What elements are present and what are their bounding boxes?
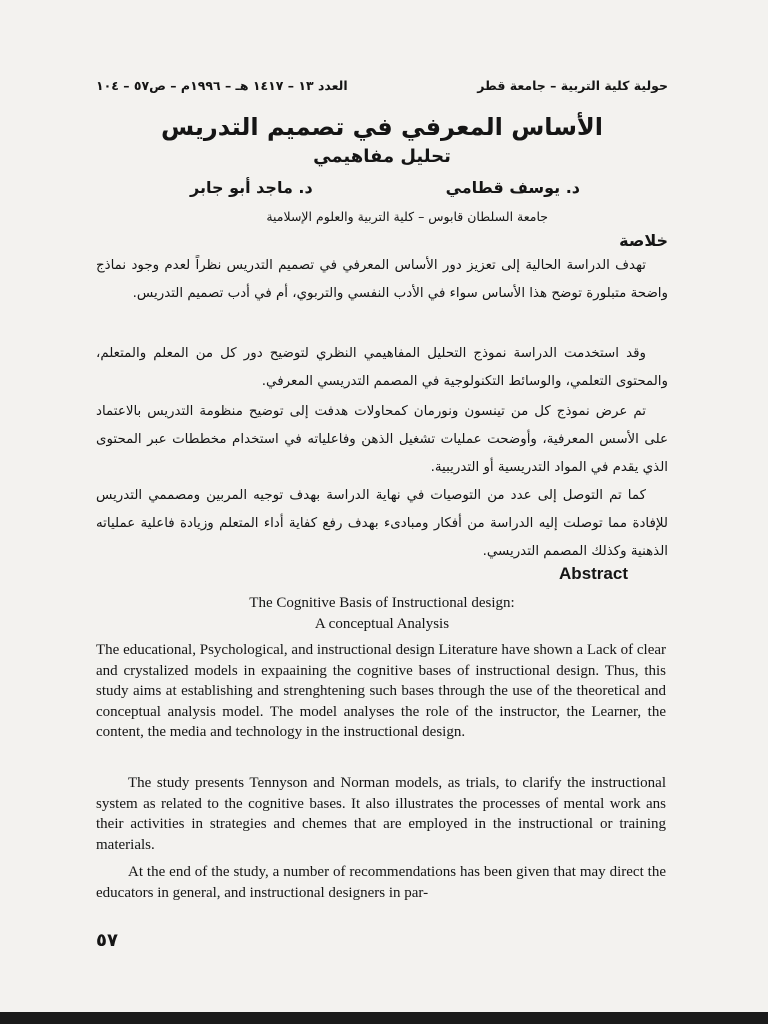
abstract-paragraph: The educational, Psychological, and instructional design Literature have shown a Lack of clear and crystalized models in expaaining the cognitive bases of instructional design. Thus, this study aims at establishing and strenghtening such bases through the use of the theoretical and conceptual analysis model. The model analyses the role of the instructor, the Learner, the content, the media and technology in the instructional design. [96, 642, 666, 741]
running-header [96, 74, 668, 96]
abstract-paragraph: At the end of the study, a number of recommendations has been given that may direct the educators in general, and instructional designers in par- [96, 864, 666, 901]
arabic-title: الأساس المعرفي في تصميم التدريس [160, 113, 604, 141]
journal-name: حولية كلية التربية – جامعة قطر [477, 77, 668, 93]
arabic-paragraph: كما تم التوصل إلى عدد من التوصيات في نهاية الدراسة بهدف توجيه المربين ومصممي التدريس للإفادة مما توصلت إليه الدراسة من أفكار ومبادىء بهدف رفع كفاية أداء المتعلم وزيادة فاعلية عملياته الذهنية وكذلك المصمم التدريسي. [96, 488, 668, 559]
arabic-subtitle: تحليل مفاهيمي [313, 146, 451, 167]
page-number: ٥٧ [96, 930, 118, 951]
arabic-paragraph: تم عرض نموذج كل من تينسون ونورمان كمحاولات هدفت إلى توضيح منظومة التدريس بالاعتماد على الأسس المعرفية، وأوضحت عمليات تشغيل الذهن وفاعلياته في استخدام مخططات عبر المحتوى الذي يقدم في المواد التدريسية أو التدريبية. [96, 404, 668, 475]
scan-edge [0, 1012, 768, 1024]
english-title-line-2: A conceptual Analysis [314, 616, 450, 632]
english-title [96, 593, 668, 635]
affiliation: جامعة السلطان قابوس – كلية التربية والعلوم الإسلامية [266, 209, 548, 224]
arabic-paragraph: تهدف الدراسة الحالية إلى تعزيز دور الأساس المعرفي في تصميم التدريس نظراً لعدم وجود نماذج واضحة متبلورة توضح هذا الأساس سواء في الأدب النفسي والتربوي، أم في أدب تصميم التدريس. [96, 258, 668, 301]
summary-heading: خلاصة [619, 231, 668, 250]
english-title-line-1: The Cognitive Basis of Instructional design: [249, 595, 515, 611]
abstract-heading: Abstract [559, 564, 628, 583]
issue-info: العدد ١٣ – ١٤١٧ هـ – ١٩٩٦م – ص٥٧ – ١٠٤ [96, 77, 348, 93]
authors [190, 175, 580, 201]
arabic-paragraph: وقد استخدمت الدراسة نموذج التحليل المفاهيمي النظري لتوضيح دور كل من المعلم والمتعلم، والمحتوى التعلمي، والوسائط التكنولوجية في المصمم التدريسي المعرفي. [96, 346, 668, 389]
author-1: د. يوسف قطامي [445, 178, 580, 197]
author-2: د. ماجد أبو جابر [190, 178, 313, 197]
abstract-paragraph: The study presents Tennyson and Norman models, as trials, to clarify the instructional system as related to the cognitive bases. It also illustrates the processes of mental work ans their activities in strategies and chemes that are employed in the instructional or training materials. [96, 775, 666, 853]
